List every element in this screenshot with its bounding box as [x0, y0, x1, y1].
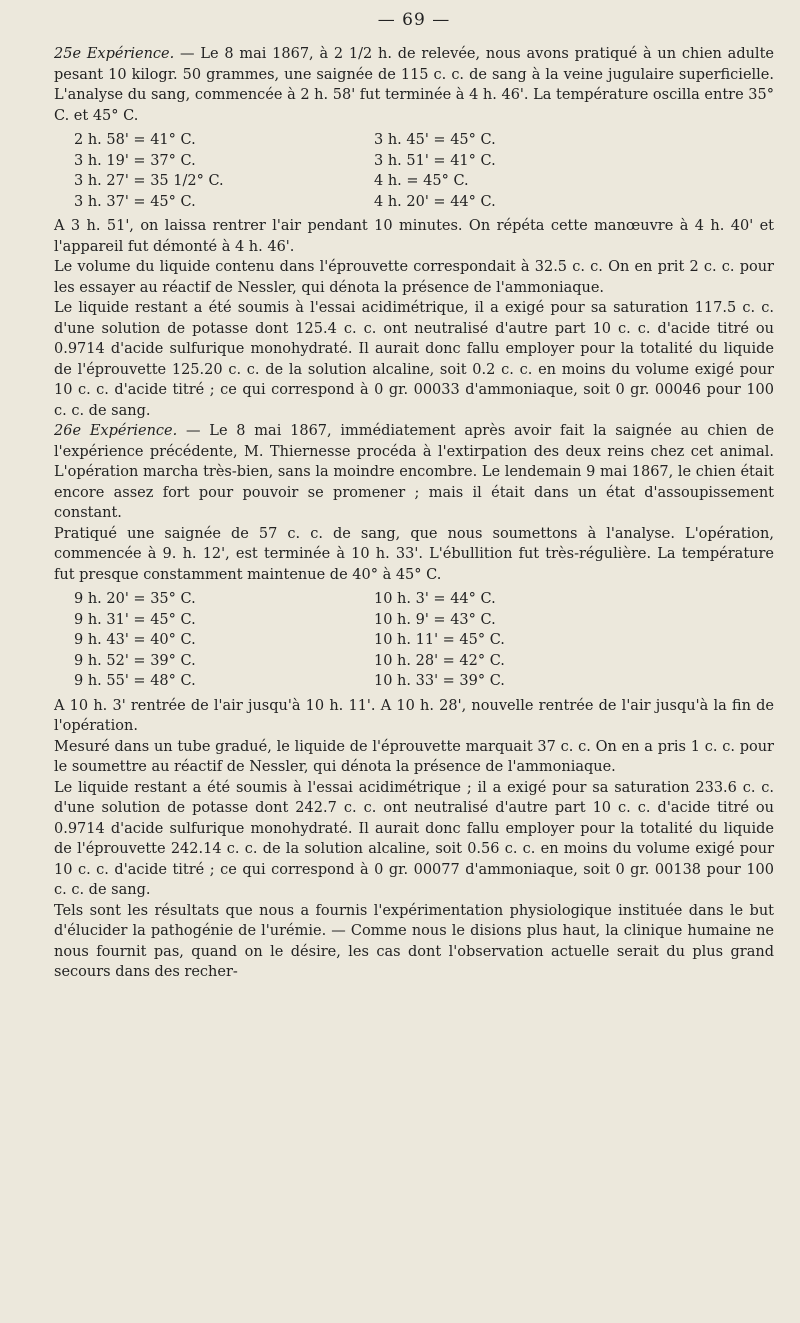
exp26-paragraph-2: A 10 h. 3' rentrée de l'air jusqu'à 10 h. 11'. A 10 h. 28', nouvelle rentrée de l'air jusqu'à la fin de l'opération. — [54, 697, 774, 734]
exp26-temperature-table — [74, 589, 505, 692]
exp25-paragraph-1: A 3 h. 51', on laissa rentrer l'air pendant 10 minutes. On répéta cette manœuvre à 4 h. 40' et l'appareil fut démonté à 4 h. 46'. — [54, 218, 774, 255]
temp-cell: 10 h. 28' = 42° C. — [374, 652, 505, 669]
temp-cell: 3 h. 19' = 37° C. — [74, 152, 196, 169]
exp25-paragraph-3: Le liquide restant a été soumis à l'essai acidimétrique, il a exigé pour sa saturation 117.5 c. c. d'une solution de potasse dont 125.4 c. c. ont neutralisé d'autre part 10 c. c. d'acide titré ou 0.9714 d'acide sulfurique monohydraté. Il aurait donc fallu employer pour la totalité du liquide de l'éprouvette 125.20 c. c. de la solution alcaline, soit 0.2 c. c. en moins du volume exigé pour 10 c. c. d'acide titré ; ce qui correspond à 0 gr. 00033 d'ammoniaque, soit 0 gr. 00046 pour 100 c. c. de sang. — [54, 300, 774, 419]
temp-cell: 9 h. 52' = 39° C. — [74, 652, 196, 669]
temp-cell: 10 h. 33' = 39° C. — [374, 673, 505, 690]
exp26-paragraph-3: Mesuré dans un tube gradué, le liquide de l'éprouvette marquait 37 c. c. On en a pris 1 c. c. pour le soumettre au réactif de Nessler, qui dénota la présence de l'ammoniaque. — [54, 738, 774, 775]
table-row — [74, 671, 505, 692]
table-row — [74, 151, 496, 172]
temp-cell: 2 h. 58' = 41° C. — [74, 132, 196, 149]
temp-cell: 3 h. 51' = 41° C. — [374, 152, 496, 169]
exp26-paragraph-1: Pratiqué une saignée de 57 c. c. de sang, que nous soumettons à l'analyse. L'opération, commencée à 9. h. 12', est terminée à 10 h. 33'. L'ébullition fut très-régulière. La température fut presque constamment maintenue de 40° à 45° C. — [54, 525, 774, 583]
temp-cell: 9 h. 31' = 45° C. — [74, 611, 196, 628]
temp-cell: 10 h. 11' = 45° C. — [374, 632, 505, 649]
exp25-label: 25e Expérience. — [54, 46, 175, 62]
exp25-temperature-table — [74, 130, 496, 212]
table-row — [74, 651, 505, 672]
temp-cell: 4 h. = 45° C. — [374, 173, 469, 190]
exp26-paragraph-4: Le liquide restant a été soumis à l'essai acidimétrique ; il a exigé pour sa saturation 233.6 c. c. d'une solution de potasse dont 242.7 c. c. ont neutralisé d'autre part 10 c. c. d'acide titré ou 0.9714 d'acide sulfurique monohydraté. Il aurait donc fallu employer pour la totalité du liquide de l'éprouvette 242.14 c. c. de la solution alcaline, soit 0.56 c. c. en moins du volume exigé pour 10 c. c. d'acide titré ; ce qui correspond à 0 gr. 00077 d'ammoniaque, soit 0 gr. 00138 pour 100 c. c. de sang. — [54, 779, 774, 898]
table-row — [74, 192, 496, 213]
temp-cell: 3 h. 37' = 45° C. — [74, 193, 196, 210]
table-row — [74, 630, 505, 651]
exp25-intro — [54, 44, 774, 126]
temp-cell: 10 h. 3' = 44° C. — [374, 591, 496, 608]
temp-cell: 3 h. 45' = 45° C. — [374, 132, 496, 149]
temp-cell: 9 h. 20' = 35° C. — [74, 591, 196, 608]
temp-cell: 3 h. 27' = 35 1/2° C. — [74, 173, 224, 190]
exp26-intro — [54, 421, 774, 524]
temp-cell: 9 h. 55' = 48° C. — [74, 673, 196, 690]
temp-cell: 10 h. 9' = 43° C. — [374, 611, 496, 628]
conclusion-paragraph: Tels sont les résultats que nous a fournis l'expérimentation physiologique instituée dans le but d'élucider la pathogénie de l'urémie. — Comme nous le disions plus haut, la clinique humaine ne nous fournit pas, quand on le désire, les cas dont l'observation actuelle serait du plus grand secours dans des recher- — [54, 902, 774, 980]
table-row — [74, 130, 496, 151]
table-row — [74, 589, 505, 610]
exp26-label: 26e Expérience. — [54, 423, 178, 439]
temp-cell: 9 h. 43' = 40° C. — [74, 632, 196, 649]
exp25-paragraph-2: Le volume du liquide contenu dans l'éprouvette correspondait à 32.5 c. c. On en prit 2 c. c. pour les essayer au réactif de Nessler, qui dénota la présence de l'ammoniaque. — [54, 259, 774, 296]
table-row — [74, 171, 496, 192]
temp-cell: 4 h. 20' = 44° C. — [374, 193, 496, 210]
exp26-intro-text: — Le 8 mai 1867, immédiatement après avoir fait la saignée au chien de l'expérience précédente, M. Thiernesse procéda à l'extirpation des deux reins chez cet animal. L'opération marcha très-bien, sans la moindre encombre. Le lendemain 9 mai 1867, le chien était encore assez fort pour pouvoir se promener ; mais il était dans un état d'assoupissement constant. — [54, 423, 774, 521]
table-row — [74, 610, 505, 631]
page-number: — 69 — — [377, 10, 451, 30]
exp25-intro-text: — Le 8 mai 1867, à 2 1/2 h. de relevée, nous avons pratiqué à un chien adulte pesant 10 kilogr. 50 grammes, une saignée de 115 c. c. de sang à la veine jugulaire superficielle. L'analyse du sang, commencée à 2 h. 58' fut terminée à 4 h. 46'. La température oscilla entre 35° C. et 45° C. — [54, 46, 774, 124]
